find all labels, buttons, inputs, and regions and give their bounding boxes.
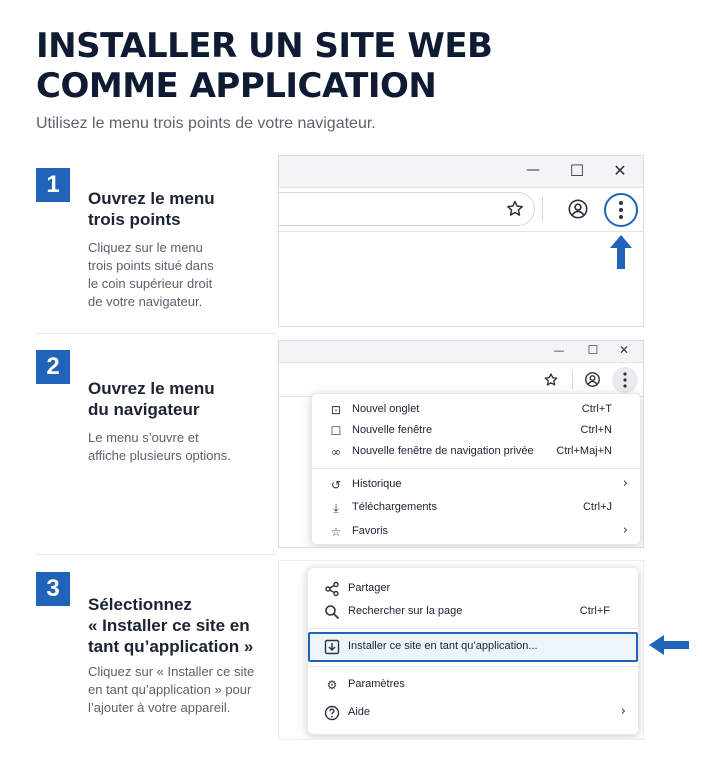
step-1-badge: 1 [36, 168, 70, 202]
menu-item-settings[interactable] [308, 674, 638, 696]
menu-item-label: Rechercher sur la page [348, 605, 463, 617]
step-3-title-line: « Installer ce site en [88, 616, 250, 635]
menu-item-label: Nouvel onglet [352, 403, 420, 415]
menu-separator [312, 468, 640, 469]
profile-icon[interactable] [567, 198, 589, 220]
browser-mockup-step-2 [278, 340, 644, 548]
browser-titlebar [279, 341, 643, 363]
page-title-line-2: COMME APPLICATION [36, 66, 437, 106]
step-3-desc-line: Cliquez sur « Installer ce site [88, 664, 255, 679]
step-2-title [88, 378, 215, 420]
star-icon[interactable] [543, 372, 559, 388]
step-divider [36, 554, 276, 555]
minimize-icon[interactable]: — [553, 344, 565, 357]
toolbar-separator [542, 197, 543, 221]
download-icon: ⤓ [333, 501, 339, 515]
search-icon [324, 604, 340, 620]
menu-item-shortcut: Ctrl+N [580, 424, 612, 436]
menu-item-label: Nouvelle fenêtre de navigation privée [352, 445, 534, 457]
step-1-description [88, 239, 268, 311]
step-3-title-line: Sélectionnez [88, 595, 192, 614]
menu-item-new-window[interactable] [312, 420, 640, 442]
profile-icon[interactable] [584, 371, 601, 388]
menu-item-new-tab[interactable] [312, 399, 640, 421]
step-2-desc-line: affiche plusieurs options. [88, 448, 231, 463]
step-1-desc-line: Cliquez sur le menu [88, 240, 203, 255]
browser-titlebar [279, 156, 643, 188]
menu-item-find-in-page[interactable] [308, 601, 638, 623]
maximize-icon[interactable]: ☐ [587, 343, 599, 357]
kebab-menu-icon[interactable] [611, 199, 631, 221]
star-icon[interactable] [505, 199, 525, 219]
step-3-desc-line: l’ajouter à votre appareil. [88, 700, 231, 715]
step-2-desc-line: Le menu s’ouvre et [88, 430, 199, 445]
history-icon: ↺ [330, 478, 342, 492]
step-1-desc-line: de votre navigateur. [88, 294, 203, 309]
step-2-title-line: Ouvrez le menu [88, 379, 215, 398]
toolbar-separator [572, 371, 573, 389]
step-1-title-line: Ouvrez le menu [88, 189, 215, 208]
menu-separator [308, 666, 638, 667]
browser-mockup-step-1 [278, 155, 644, 327]
browser-menu [311, 393, 641, 545]
menu-item-install-app[interactable] [308, 636, 638, 658]
step-1-title [88, 188, 215, 230]
step-3-desc-line: en tant qu’application » pour [88, 682, 252, 697]
browser-menu [307, 567, 639, 735]
menu-item-label: Aide [348, 706, 371, 718]
browser-mockup-step-3 [278, 560, 644, 740]
browser-toolbar [279, 363, 643, 397]
menu-item-label: Paramètres [348, 678, 405, 690]
new-tab-icon: ⊡ [330, 403, 342, 417]
menu-item-shortcut: Ctrl+T [581, 403, 612, 415]
address-bar[interactable] [278, 192, 535, 226]
menu-item-label: Historique [352, 478, 402, 490]
help-icon [324, 705, 340, 721]
menu-item-label: Nouvelle fenêtre [352, 424, 433, 436]
share-icon [324, 581, 340, 597]
close-icon[interactable]: ✕ [613, 161, 627, 180]
kebab-menu-icon[interactable] [618, 371, 632, 389]
menu-item-label: Favoris [352, 525, 389, 537]
close-icon[interactable]: ✕ [618, 343, 630, 357]
chevron-right-icon: › [622, 523, 628, 538]
bookmark-star-icon: ☆ [330, 525, 342, 539]
page-title [36, 26, 676, 106]
menu-item-shortcut: Ctrl+F [579, 605, 610, 617]
chevron-right-icon: › [620, 704, 626, 719]
settings-icon: ⚙ [326, 678, 338, 692]
step-3-description [88, 663, 278, 717]
menu-item-bookmarks[interactable] [312, 521, 640, 543]
page-subtitle: Utilisez le menu trois points de votre navigateur. [36, 115, 376, 132]
menu-item-history[interactable] [312, 474, 640, 496]
left-arrow-icon [648, 634, 690, 656]
step-2-title-line: du navigateur [88, 400, 200, 419]
step-3-badge: 3 [36, 572, 70, 606]
browser-toolbar [279, 188, 643, 232]
step-divider [36, 333, 276, 334]
step-2-badge: 2 [36, 350, 70, 384]
menu-item-label: Partager [348, 582, 391, 594]
step-3-title-line: tant qu’application » [88, 637, 254, 656]
step-1-desc-line: le coin supérieur droit [88, 276, 213, 291]
menu-item-incognito-window[interactable] [312, 441, 640, 463]
chevron-right-icon: › [622, 476, 628, 491]
page-title-line-1: INSTALLER UN SITE WEB [36, 26, 493, 66]
menu-item-label: Téléchargements [352, 501, 437, 513]
incognito-icon: ∞ [331, 445, 341, 459]
maximize-icon[interactable]: ☐ [569, 161, 585, 180]
menu-item-share[interactable] [308, 578, 638, 600]
step-2-description [88, 429, 278, 465]
up-arrow-icon [609, 234, 633, 270]
step-1-desc-line: trois points situé dans [88, 258, 214, 273]
menu-item-label: Installer ce site en tant qu’application... [348, 640, 538, 652]
minimize-icon[interactable]: — [526, 162, 540, 178]
step-1-title-line: trois points [88, 210, 181, 229]
menu-separator [308, 628, 638, 629]
menu-item-downloads[interactable] [312, 497, 640, 519]
step-3-title [88, 594, 253, 657]
menu-item-help[interactable] [308, 702, 638, 724]
menu-item-shortcut: Ctrl+J [582, 501, 612, 513]
new-window-icon: ☐ [330, 424, 342, 438]
menu-item-shortcut: Ctrl+Maj+N [556, 445, 612, 457]
install-icon [324, 639, 340, 655]
